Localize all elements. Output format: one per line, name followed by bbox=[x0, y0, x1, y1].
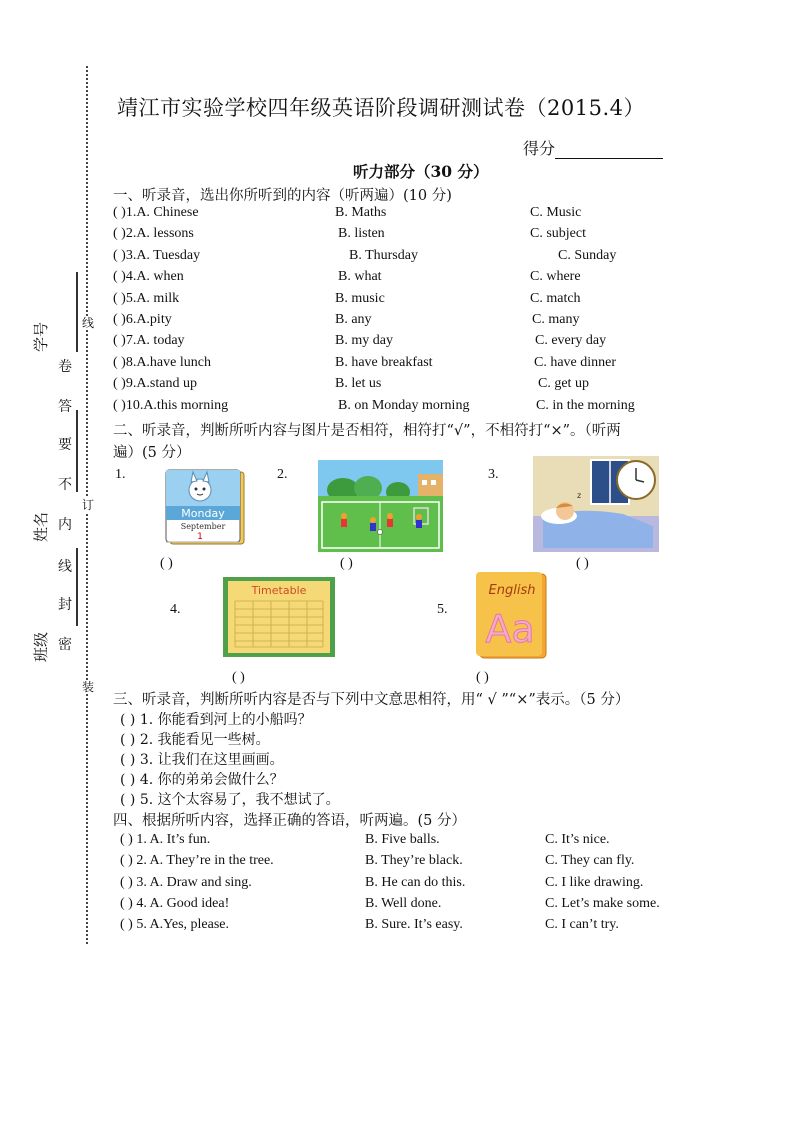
timetable-title-text: Timetable bbox=[251, 584, 307, 597]
margin-label-class: 班级 bbox=[32, 631, 50, 662]
margin-char-bu: 不 bbox=[58, 477, 72, 493]
pic-number-4: 4. bbox=[170, 602, 181, 617]
section1-item-option-a: ( )4.A. when bbox=[113, 269, 184, 285]
section1-item-option-c: C. subject bbox=[530, 226, 586, 242]
section4-item-option-b: B. He can do this. bbox=[365, 874, 466, 890]
section4-heading: 四、根据所听内容，选择正确的答语，听两遍。(5 分） bbox=[113, 813, 466, 829]
section1-item-option-c: C. get up bbox=[538, 376, 589, 392]
pic-number-1: 1. bbox=[115, 467, 126, 482]
svg-text:z: z bbox=[577, 491, 582, 500]
sleeping-boy-picture bbox=[533, 456, 659, 556]
section1-item-option-c: C. in the morning bbox=[536, 397, 635, 413]
book-letters-text: Aa bbox=[485, 607, 535, 651]
section4-item-1[interactable] bbox=[120, 832, 680, 852]
section1-item-9[interactable] bbox=[113, 376, 673, 396]
cut-char-zhuang: 装 bbox=[82, 680, 95, 694]
section4-item-option-c: C. I can’t try. bbox=[545, 917, 619, 933]
score-blank[interactable] bbox=[555, 142, 663, 159]
section1-item-option-a: ( )2.A. lessons bbox=[113, 226, 194, 242]
section1-item-option-b: B. Thursday bbox=[349, 247, 418, 263]
section1-item-5[interactable] bbox=[113, 291, 673, 311]
section4-item-option-a: ( ) 1. A. It’s fun. bbox=[120, 832, 211, 847]
section4-item-option-b: B. Sure. It’s easy. bbox=[365, 917, 463, 933]
margin-label-name: 姓名 bbox=[32, 511, 50, 542]
section4-item-option-b: B. They’re black. bbox=[365, 853, 463, 869]
section1-item-4[interactable] bbox=[113, 269, 673, 289]
section4-item-2[interactable] bbox=[120, 853, 680, 873]
section1-heading: 一、听录音，选出你所听到的内容（听两遍）(10 分) bbox=[113, 188, 452, 204]
calendar-day-text: Monday bbox=[181, 507, 225, 520]
answer-paren-pic5[interactable]: ( ) bbox=[476, 670, 489, 685]
section4-item-option-a: ( ) 2. A. They’re in the tree. bbox=[120, 853, 274, 869]
margin-char-nei: 内 bbox=[58, 517, 72, 533]
section1-item-option-c: C. Sunday bbox=[558, 247, 617, 263]
calendar-picture bbox=[160, 466, 248, 552]
answer-paren-pic4[interactable]: ( ) bbox=[232, 670, 245, 685]
section1-item-option-c: C. many bbox=[532, 312, 580, 327]
section4-item-option-a: ( ) 4. A. Good idea! bbox=[120, 895, 230, 911]
section1-item-8[interactable] bbox=[113, 355, 673, 375]
section1-item-option-b: B. what bbox=[338, 269, 382, 285]
section4-item-option-b: B. Five balls. bbox=[365, 832, 440, 847]
answer-paren-pic2[interactable]: ( ) bbox=[340, 556, 353, 571]
calendar-date-text: 1 bbox=[197, 532, 203, 542]
page-title: 靖江市实验学校四年级英语阶段调研测试卷（2015.4） bbox=[117, 96, 645, 120]
cut-char-ding: 订 bbox=[82, 498, 95, 512]
answer-paren-pic1[interactable]: ( ) bbox=[160, 556, 173, 571]
margin-char-yao: 要 bbox=[58, 437, 72, 453]
margin-student-id-line bbox=[76, 272, 78, 352]
calendar-month-text: September bbox=[180, 522, 226, 531]
section1-item-option-c: C. where bbox=[530, 269, 581, 285]
section1-item-option-a: ( )5.A. milk bbox=[113, 290, 180, 306]
section1-item-option-b: B. Maths bbox=[335, 205, 387, 220]
section4-item-4[interactable] bbox=[120, 896, 680, 916]
section1-item-option-b: B. on Monday morning bbox=[338, 397, 470, 413]
section1-item-1[interactable] bbox=[113, 205, 673, 225]
section4-item-option-c: C. They can fly. bbox=[545, 853, 635, 869]
margin-name-line bbox=[76, 410, 78, 492]
section1-item-option-b: B. have breakfast bbox=[335, 354, 433, 370]
cut-char-xian: 线 bbox=[82, 316, 95, 330]
book-title-text: English bbox=[488, 583, 536, 598]
section4-item-3[interactable] bbox=[120, 875, 680, 895]
score-field bbox=[523, 136, 663, 159]
section2-heading-cont: 遍）(5 分） bbox=[113, 445, 191, 461]
section1-item-option-b: B. listen bbox=[338, 226, 385, 242]
pic-number-3: 3. bbox=[488, 467, 499, 482]
section1-item-2[interactable] bbox=[113, 226, 673, 246]
section4-item-option-c: C. Let’s make some. bbox=[545, 895, 660, 911]
section1-item-option-a: ( )10.A.this morning bbox=[113, 397, 229, 413]
section1-item-10[interactable] bbox=[113, 398, 673, 418]
section1-item-option-c: C. every day bbox=[535, 333, 607, 349]
section1-item-option-b: B. let us bbox=[335, 376, 382, 392]
section1-item-option-c: C. match bbox=[530, 290, 581, 306]
section4-item-option-a: ( ) 5. A.Yes, please. bbox=[120, 917, 230, 933]
football-field-picture bbox=[318, 460, 443, 556]
section4-item-option-b: B. Well done. bbox=[365, 895, 442, 911]
section1-item-option-a: ( )7.A. today bbox=[113, 333, 185, 349]
margin-char-xian: 线 bbox=[58, 559, 72, 575]
section1-item-6[interactable] bbox=[113, 312, 673, 332]
section1-item-option-a: ( )8.A.have lunch bbox=[113, 354, 211, 370]
section1-item-option-a: ( )1.A. Chinese bbox=[113, 205, 199, 220]
section2-heading: 二、听录音，判断所听内容与图片是否相符，相符打“√”，不相符打“×”。（听两 bbox=[113, 423, 621, 439]
section1-item-7[interactable] bbox=[113, 333, 673, 353]
timetable-picture bbox=[223, 577, 335, 661]
margin-char-feng: 封 bbox=[58, 597, 72, 613]
section4-item-option-c: C. It’s nice. bbox=[545, 832, 610, 847]
score-label: 得分 bbox=[523, 139, 556, 158]
section1-item-3[interactable] bbox=[113, 248, 673, 268]
part-title: 听力部分（30 分） bbox=[353, 162, 489, 181]
margin-char-mi: 密 bbox=[58, 637, 72, 653]
section1-item-option-b: B. music bbox=[335, 290, 385, 306]
section4-item-option-a: ( ) 3. A. Draw and sing. bbox=[120, 874, 252, 890]
section1-item-option-b: B. any bbox=[335, 312, 372, 327]
margin-char-juan: 卷 bbox=[58, 359, 72, 375]
section1-item-option-a: ( )6.A.pity bbox=[113, 312, 172, 327]
pic-number-5: 5. bbox=[437, 602, 448, 617]
margin-label-student-id: 学号 bbox=[32, 321, 50, 352]
section3-heading: 三、听录音，判断所听内容是否与下列中文意思相符，用“ √ ”“×”表示。（5 分） bbox=[113, 692, 630, 708]
section1-item-option-c: C. have dinner bbox=[534, 354, 617, 370]
section4-item-option-c: C. I like drawing. bbox=[545, 874, 644, 890]
section4-item-5[interactable] bbox=[120, 917, 680, 937]
margin-class-line bbox=[76, 548, 78, 626]
margin-char-da: 答 bbox=[58, 399, 72, 415]
answer-paren-pic3[interactable]: ( ) bbox=[576, 556, 589, 571]
section1-item-option-a: ( )3.A. Tuesday bbox=[113, 247, 201, 263]
pic-number-2: 2. bbox=[277, 467, 288, 482]
section1-item-option-b: B. my day bbox=[335, 333, 393, 349]
section1-item-option-c: C. Music bbox=[530, 205, 582, 220]
english-book-picture bbox=[472, 570, 550, 666]
section1-item-option-a: ( )9.A.stand up bbox=[113, 376, 197, 392]
